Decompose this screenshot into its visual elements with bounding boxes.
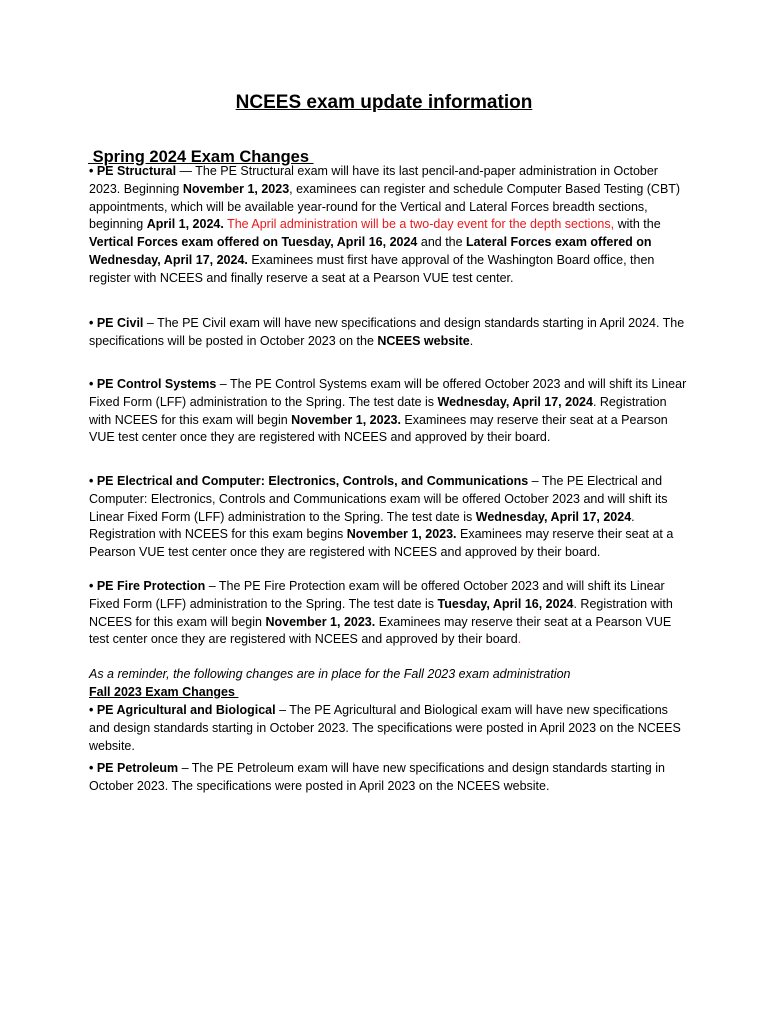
pe-control-systems-label: • PE Control Systems	[89, 377, 217, 391]
pe-fire-protection-paragraph: • PE Fire Protection – The PE Fire Protection exam will be offered October 2023 and will shift its Linear Fixed Form (LFF) administration to the Spring. The test date is Tuesday, April 16, 2024. Registration with NCEES for this exam will begin November 1, 2023. Examinees may reserve their seat at a Pearson VUE test center once they are registered with NCEES and approved by their board.	[89, 579, 673, 647]
fall-reminder-text: As a reminder, the following changes are in place for the Fall 2023 exam administration	[89, 667, 571, 681]
fall-2023-heading: Fall 2023 Exam Changes	[89, 685, 239, 699]
pe-electrical-label: • PE Electrical and Computer: Electronics, Controls, and Communications	[89, 474, 529, 488]
pe-civil-label: • PE Civil	[89, 316, 144, 330]
pe-fire-protection-label: • PE Fire Protection	[89, 579, 206, 593]
pe-agricultural-label: • PE Agricultural and Biological	[89, 703, 276, 717]
red-notice: The April administration will be a two-day event for the depth sections,	[223, 217, 615, 232]
pe-agricultural-paragraph: • PE Agricultural and Biological – The PE Agricultural and Biological exam will have new specifications and design standards starting in October 2023. The specifications were posted in April 2023 on the NCEES website.	[89, 703, 681, 753]
ncees-website-link[interactable]: NCEES website	[377, 333, 470, 348]
pe-electrical-paragraph: • PE Electrical and Computer: Electronics, Controls, and Communications – The PE Electrical and Computer: Electronics, Controls and Communications exam will be offered October 2023 and will shift its Linear Fixed Form (LFF) administration to the Spring. The test date is Wednesday, April 17, 2024. Registration with NCEES for this exam begins November 1, 2023. Examinees may reserve their seat at a Pearson VUE test center once they are registered with NCEES and approved by their board.	[89, 474, 674, 560]
pe-petroleum-label: • PE Petroleum	[89, 761, 179, 775]
pe-structural-paragraph: • PE Structural — The PE Structural exam will have its last pencil-and-paper administration in October 2023. Beginning November 1, 2023, examinees can register and schedule Computer Based Testing (CBT) appointments, which will be available year-round for the Vertical and Lateral Forces breadth sections, beginning April 1, 2024. The April administration will be a two-day event for the depth sections, with the Vertical Forces exam offered on Tuesday, April 16, 2024 and the Lateral Forces exam offered on Wednesday, April 17, 2024. Examinees must first have approval of the Washington Board office, then register with NCEES and finally reserve a seat at a Pearson VUE test center.	[89, 164, 681, 285]
pe-civil-paragraph: • PE Civil – The PE Civil exam will have new specifications and design standards starting in April 2024. The specifications will be posted in October 2023 on the NCEES website.	[89, 316, 685, 348]
pe-petroleum-paragraph: • PE Petroleum – The PE Petroleum exam will have new specifications and design standards starting in October 2023. The specifications were posted in April 2023 on the NCEES website.	[89, 761, 665, 793]
page-title: NCEES exam update information	[235, 92, 533, 113]
pe-structural-label: • PE Structural	[89, 164, 177, 178]
pe-control-systems-paragraph: • PE Control Systems – The PE Control Systems exam will be offered October 2023 and will shift its Linear Fixed Form (LFF) administration to the Spring. The test date is Wednesday, April 17, 2024. Registration with NCEES for this exam will begin November 1, 2023. Examinees may reserve their seat at a Pearson VUE test center once they are registered with NCEES and approved by their board.	[89, 377, 687, 445]
spring-2024-heading: Spring 2024 Exam Changes	[88, 148, 314, 166]
